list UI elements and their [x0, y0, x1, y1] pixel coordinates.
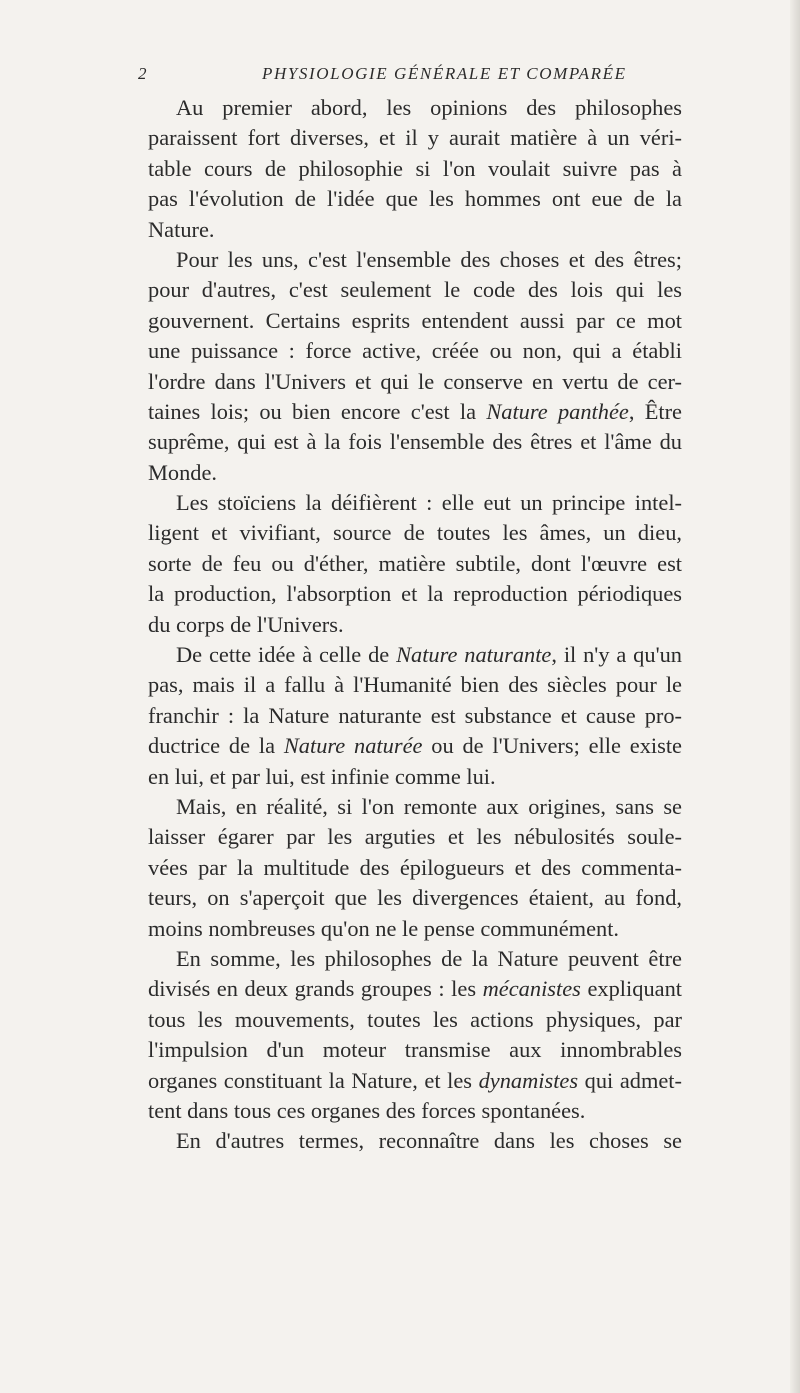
text-run: expliquant: [580, 976, 682, 1002]
text-line: [148, 1096, 682, 1126]
text-run: tous les mouvements, toutes les actions physiques, par: [148, 1006, 682, 1032]
text-run: pour d'autres, c'est seulement le code des lois qui les: [148, 277, 682, 303]
text-line: [148, 762, 682, 792]
text-line: [148, 792, 682, 822]
text-line: [148, 336, 682, 366]
text-line: [148, 1035, 682, 1065]
text-line: [148, 731, 682, 761]
text-run: Nature.: [148, 216, 215, 242]
text-run: gouvernent. Certains esprits entendent aussi par ce mot: [148, 307, 682, 333]
text-line: [148, 427, 682, 457]
text-line: [148, 123, 682, 153]
text-run: pas l'évolution de l'idée que les hommes ont eue de la: [148, 186, 682, 212]
text-line: [148, 275, 682, 305]
text-line: [148, 944, 682, 974]
text-run: Au premier abord, les opinions des philosophes: [176, 95, 682, 120]
text-line: [148, 579, 682, 609]
text-run: laisser égarer par les arguties et les nébulosités soule-: [148, 824, 682, 850]
text-run: ou de l'Univers; elle existe: [422, 733, 682, 759]
text-run: Monde.: [148, 459, 218, 485]
text-line: [148, 549, 682, 579]
text-line: [148, 640, 682, 670]
text-run: sorte de feu ou d'éther, matière subtile, dont l'œuvre est: [148, 550, 682, 576]
text-line: [148, 367, 682, 397]
text-line: [148, 1066, 682, 1096]
italic-term: Nature naturante: [396, 642, 552, 668]
text-run: teurs, on s'aperçoit que les divergences étaient, au fond,: [148, 885, 682, 911]
running-head: PHYSIOLOGIE GÉNÉRALE ET COMPARÉE: [262, 64, 627, 83]
text-line: [148, 488, 682, 518]
text-line: [148, 974, 682, 1004]
text-run: ligent et vivifiant, source de toutes les âmes, un dieu,: [148, 520, 682, 546]
text-run: du corps de l'Univers.: [148, 611, 344, 637]
italic-term: mécanistes: [482, 976, 581, 1002]
italic-term: dynamistes: [478, 1067, 579, 1093]
text-line: [148, 701, 682, 731]
text-run: divisés en deux grands groupes : les: [148, 976, 483, 1002]
text-run: organes constituant la Nature, et les: [148, 1067, 479, 1093]
text-run: Pour les uns, c'est l'ensemble des choses et des êtres;: [176, 246, 682, 272]
text-line: [148, 215, 682, 245]
text-run: l'ordre dans l'Univers et qui le conserve en vertu de cer-: [148, 368, 682, 394]
text-line: [148, 914, 682, 944]
text-run: moins nombreuses qu'on ne le pense communément.: [148, 915, 620, 941]
text-line: [148, 518, 682, 548]
text-run: en lui, et par lui, est infinie comme lui.: [148, 763, 496, 789]
text-line: [148, 458, 682, 488]
text-run: taines lois; ou bien encore c'est la: [148, 398, 487, 424]
text-line: [148, 184, 682, 214]
text-run: franchir : la Nature naturante est substance et cause pro-: [148, 702, 682, 728]
text-run: ductrice de la: [148, 733, 284, 759]
text-run: De cette idée à celle de: [176, 642, 397, 668]
text-line: [148, 883, 682, 913]
text-run: pas, mais il a fallu à l'Humanité bien des siècles pour le: [148, 672, 682, 698]
text-run: une puissance : force active, créée ou non, qui a établi: [148, 338, 682, 364]
text-line: [148, 670, 682, 700]
text-run: la production, l'absorption et la reproduction périodiques: [148, 581, 682, 607]
text-run: l'impulsion d'un moteur transmise aux innombrables: [148, 1037, 682, 1063]
text-run: paraissent fort diverses, et il y aurait matière à un véri-: [148, 125, 682, 151]
text-run: En d'autres termes, reconnaître dans les choses se: [176, 1128, 682, 1154]
text-run: , Être: [628, 398, 682, 424]
text-run: tent dans tous ces organes des forces spontanées.: [148, 1097, 586, 1123]
body-text: [148, 93, 682, 1157]
text-run: Les stoïciens la déifièrent : elle eut un principe intel-: [176, 490, 682, 516]
text-line: [148, 1126, 682, 1156]
text-run: vées par la multitude des épilogueurs et des commenta-: [148, 854, 682, 880]
text-line: [148, 1005, 682, 1035]
text-line: [148, 397, 682, 427]
text-line: [148, 822, 682, 852]
text-line: [148, 306, 682, 336]
text-run: suprême, qui est à la fois l'ensemble des êtres et l'âme du: [148, 429, 682, 455]
text-run: , il n'y a qu'un: [551, 642, 682, 668]
text-run: table cours de philosophie si l'on voulait suivre pas à: [148, 155, 682, 181]
text-line: [148, 93, 682, 123]
text-line: [148, 154, 682, 184]
text-line: [148, 245, 682, 275]
text-run: qui admet-: [578, 1067, 682, 1093]
text-line: [148, 610, 682, 640]
italic-term: Nature panthée: [486, 398, 629, 424]
text-run: En somme, les philosophes de la Nature peuvent être: [176, 945, 682, 971]
text-run: Mais, en réalité, si l'on remonte aux origines, sans se: [176, 793, 682, 819]
page-edge-shadow: [790, 0, 800, 1393]
page-number: 2: [138, 64, 147, 83]
italic-term: Nature naturée: [283, 733, 423, 759]
text-line: [148, 853, 682, 883]
